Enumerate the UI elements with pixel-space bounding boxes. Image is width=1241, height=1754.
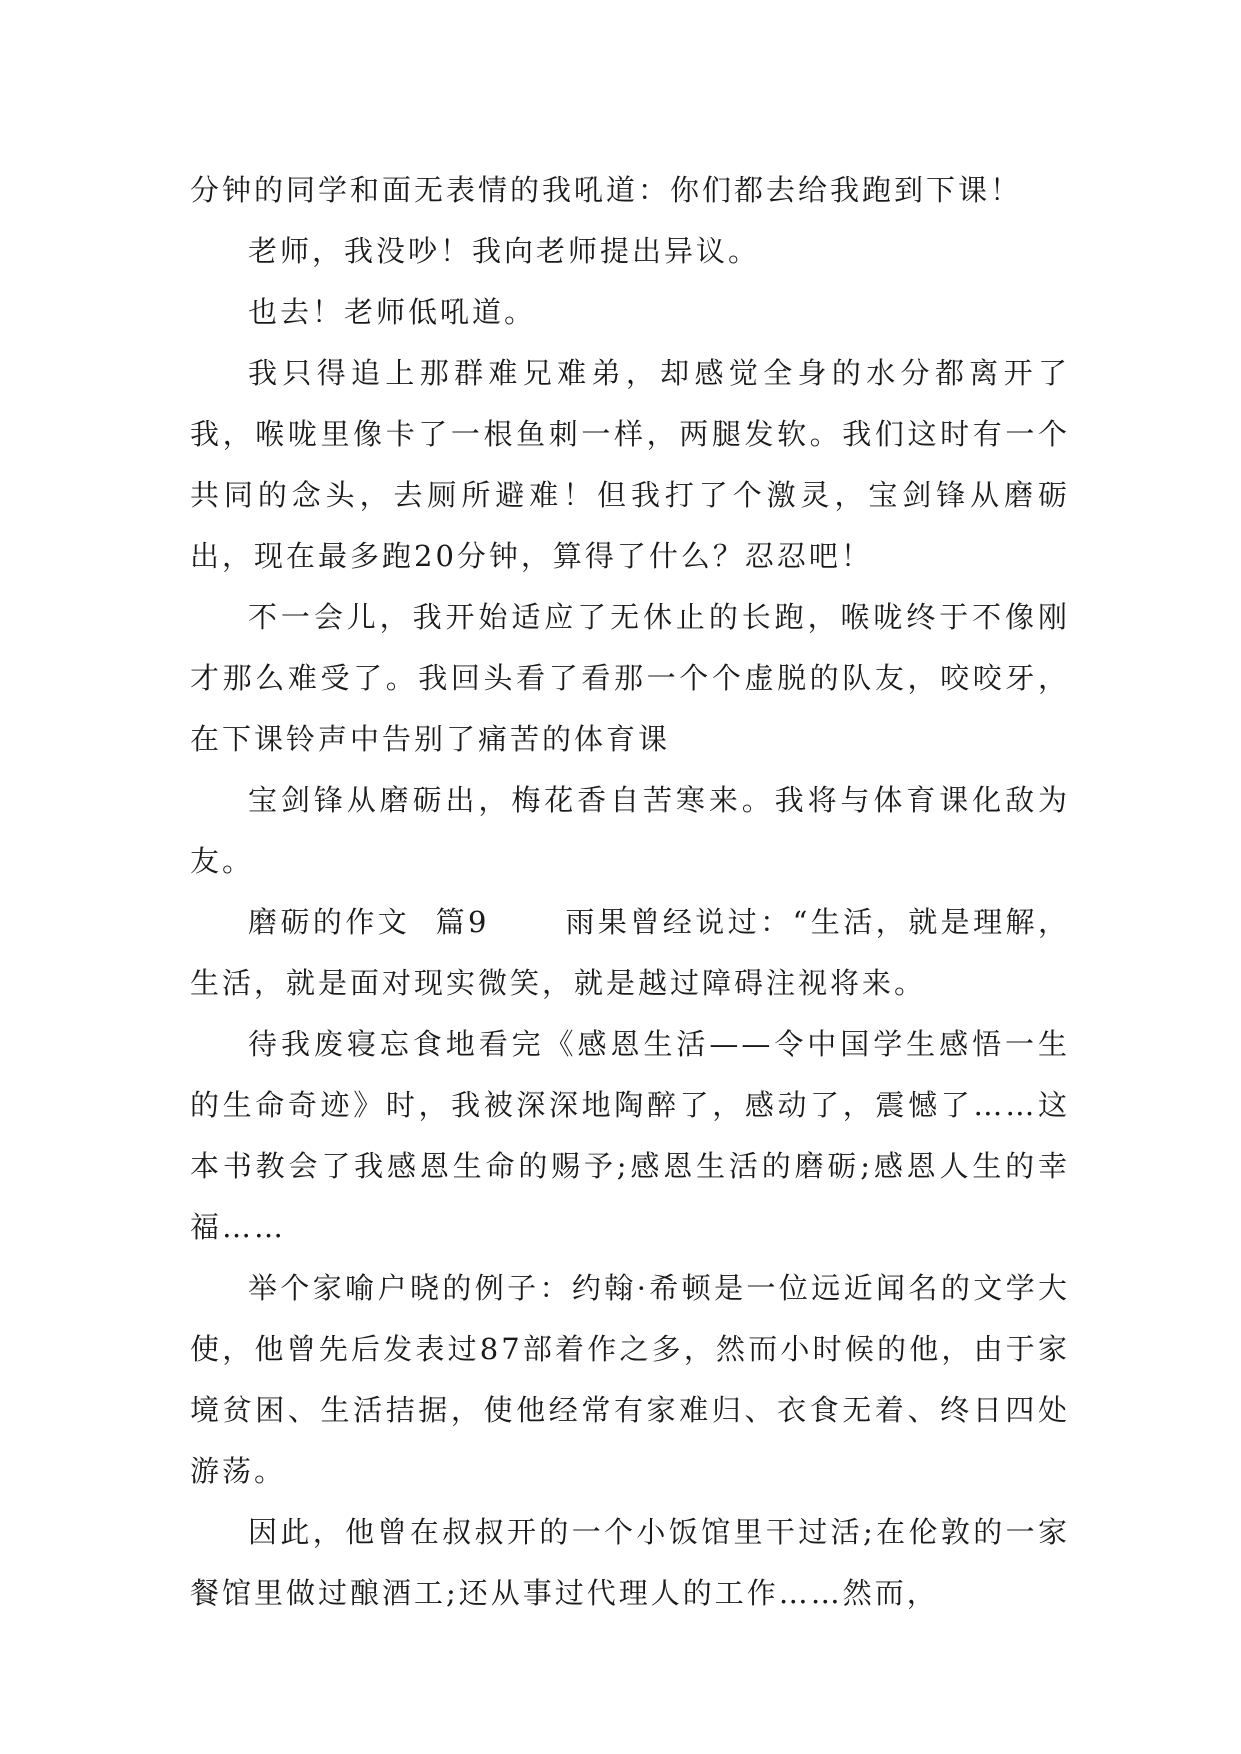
article-body [190,160,1070,1624]
paragraph-6: 宝剑锋从磨砺出，梅花香自苦寒来。我将与体育课化敌为友。 [190,783,1070,878]
paragraph-1: 分钟的同学和面无表情的我吼道：你们都去给我跑到下课！ [190,173,1023,207]
section-heading-paragraph: 磨砺的作文 篇9 雨果曾经说过：“生活，就是理解，生活，就是面对现实微笑，就是越过障碍注视将来。 [190,905,1070,1000]
paragraph-4: 我只得追上那群难兄难弟，却感觉全身的水分都离开了我，喉咙里像卡了一根鱼刺一样，两腿发软。我们这时有一个共同的念头，去厕所避难！但我打了个激灵，宝剑锋从磨砺出，现在最多跑20分钟，算得了什么？忍忍吧！ [190,356,1070,573]
paragraph-2: 老师，我没吵！我向老师提出异议。 [248,234,761,268]
paragraph-5: 不一会儿，我开始适应了无休止的长跑，喉咙终于不像刚才那么难受了。我回头看了看那一个个虚脱的队友，咬咬牙，在下课铃声中告别了痛苦的体育课 [190,600,1070,756]
paragraph-3: 也去！老师低吼道。 [248,295,537,329]
paragraph-10: 因此，他曾在叔叔开的一个小饭馆里干过活;在伦敦的一家餐馆里做过酿酒工;还从事过代理人的工作……然而， [190,1515,1070,1610]
paragraph-9: 举个家喻户晓的例子：约翰·希顿是一位远近闻名的文学大使，他曾先后发表过87部着作之多，然而小时候的他，由于家境贫困、生活拮据，使他经常有家难归、衣食无着、终日四处游荡。 [190,1271,1070,1488]
paragraph-8: 待我废寝忘食地看完《感恩生活——令中国学生感悟一生的生命奇迹》时，我被深深地陶醉了，感动了，震憾了……这本书教会了我感恩生命的赐予;感恩生活的磨砺;感恩人生的幸福…… [190,1027,1070,1244]
